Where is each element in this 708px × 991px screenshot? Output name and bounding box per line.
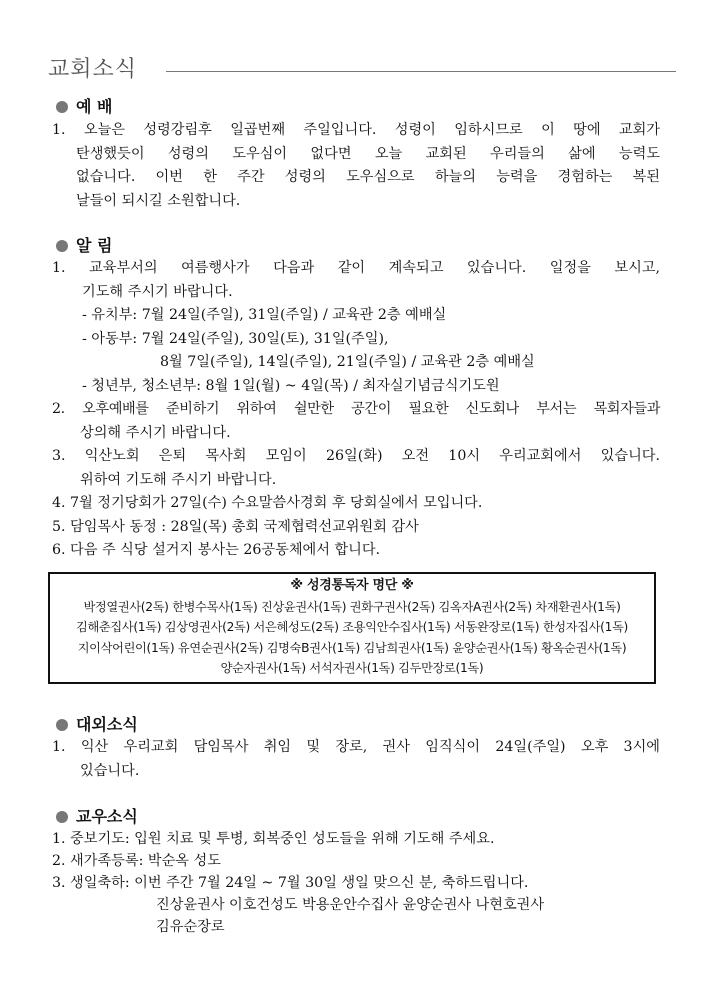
members-line: 1. 중보기도: 입원 치료 및 투병, 회복중인 성도들을 위해 기도해 주세요. [52,831,495,847]
members-line: 3. 생일축하: 이번 주간 7월 24일 ~ 7월 30일 생일 맞으신 분, 축하드립니다. [52,875,529,891]
section-members-heading [56,804,138,827]
bullet-icon [56,240,68,252]
bible-readers-row: 박정열권사(2독) 한병수목사(1독) 진상윤권사(1독) 권화구권사(2독) 김옥자A권사(2독) 차재환권사(1독) [83,599,621,614]
notice-line: - 유치부: 7월 24일(주일), 31일(주일) / 교육관 2층 예배실 [82,307,447,323]
title-rule [166,71,676,72]
external-line: 있습니다. [80,762,140,779]
notice-line: 8월 7일(주일), 14일(주일), 21일(주일) / 교육관 2층 예배실 [160,354,535,370]
notice-line: 기도해 주시기 바랍니다. [82,283,233,300]
worship-line: 날들이 되시길 소원합니다. [76,192,241,209]
bible-readers-title: ※ 성경통독자 명단 ※ [290,578,414,593]
worship-block [52,119,660,213]
members-line: 2. 새가족등록: 박순옥 성도 [52,853,221,869]
notice-block [52,257,660,563]
notice-line: - 청년부, 청소년부: 8월 1일(월) ~ 4일(목) / 최자실기념금식기도원 [82,377,500,394]
external-block [52,736,660,783]
notice-line: 4. 7월 정기당회가 27일(수) 수요말씀사경회 후 당회실에서 모입니다. [52,495,483,511]
external-line: 1. 익산 우리교회 담임목사 취임 및 장로, 권사 임직식이 24일(주일) 오후 3시에 [52,739,660,755]
notice-line: 1. 교육부서의 여름행사가 다음과 같이 계속되고 있습니다. 일정을 보시고, [52,260,660,276]
members-line: 진상윤권사 이호건성도 박용운안수집사 윤양순권사 나현호권사 [156,897,545,913]
section-notice-heading [56,233,112,256]
bible-readers-row: 양순자권사(1독) 서석자권사(1독) 김두만장로(1독) [220,661,484,675]
bible-readers-row: 김해춘집사(1독) 김상영권사(2독) 서은혜성도(2독) 조용익안수집사(1독) 서동완장로(1독) 한성자집사(1독) [75,620,629,634]
worship-line: 없습니다. 이번 한 주간 성령의 도우심으로 하늘의 능력을 경험하는 복된 [76,169,660,185]
bullet-icon [56,719,68,731]
members-heading-text: 교우소식 [76,807,138,826]
notice-line: 2. 오후예배를 준비하기 위하여 쉴만한 공간이 필요한 신도회나 부서는 목회자들과 [52,401,660,417]
worship-line: 탄생했듯이 성령의 도우심이 없다면 오늘 교회된 우리들의 삶에 능력도 [76,145,660,162]
notice-line: 5. 담임목사 동정 : 28일(목) 총회 국제협력선교위원회 감사 [52,518,419,535]
bullet-icon [56,101,68,113]
notice-heading-text: 알 림 [76,236,113,255]
page-title: 교회소식 [48,57,138,82]
notice-line: 상의해 주시기 바랍니다. [80,424,231,441]
notice-line: 위하여 기도해 주시기 바랍니다. [80,471,277,488]
notice-line: 6. 다음 주 식당 설거지 봉사는 26공동체에서 합니다. [52,542,381,558]
section-external-heading [56,712,138,735]
bible-readers-row: 지이삭어린이(1독) 유연순권사(2독) 김명숙B권사(1독) 김남희권사(1독) 윤양순권사(1독) 황옥순권사(1독) [77,640,627,655]
section-worship-heading [56,94,112,117]
external-heading-text: 대외소식 [76,715,138,734]
page-title-row [48,52,678,88]
notice-line: - 아동부: 7월 24일(주일), 30일(토), 31일(주일), [82,330,389,347]
bible-readers-box [48,572,656,684]
worship-heading-text: 예 배 [76,97,113,116]
notice-line: 3. 익산노회 은퇴 목사회 모임이 26일(화) 오전 10시 우리교회에서 있습니다. [52,448,660,464]
members-block [52,828,660,938]
bullet-icon [56,811,68,823]
worship-line: 1. 오늘은 성령강림후 일곱번째 주일입니다. 성령이 임하시므로 이 땅에 교회가 [52,122,660,138]
members-line: 김유순장로 [156,919,225,935]
